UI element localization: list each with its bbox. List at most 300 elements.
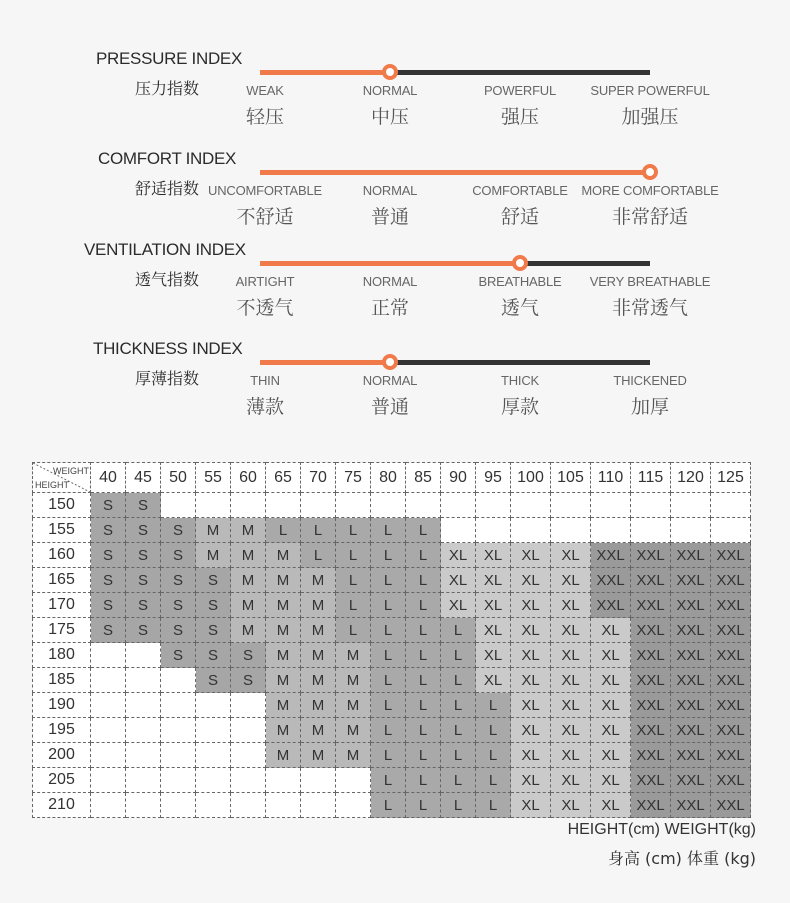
size-cell: XL xyxy=(511,643,551,668)
size-cell: S xyxy=(161,518,196,543)
size-cell: S xyxy=(91,543,126,568)
size-cell xyxy=(671,493,711,518)
level-label-en: MORE COMFORTABLE xyxy=(581,183,719,198)
size-cell: M xyxy=(336,743,371,768)
size-cell: XXL xyxy=(631,593,671,618)
size-cell: XL xyxy=(511,768,551,793)
size-cell: XL xyxy=(591,743,631,768)
table-row xyxy=(33,718,751,743)
size-cell: L xyxy=(266,518,301,543)
table-row xyxy=(33,768,751,793)
level-label-cn: 透气 xyxy=(500,297,539,319)
size-cell: L xyxy=(441,718,476,743)
level-label-cn: 普通 xyxy=(370,206,409,228)
size-cell: S xyxy=(231,668,266,693)
level-label-en: POWERFUL xyxy=(483,83,557,98)
size-cell: M xyxy=(301,718,336,743)
size-cell: S xyxy=(91,493,126,518)
size-cell: M xyxy=(301,618,336,643)
size-cell: XXL xyxy=(591,593,631,618)
size-cell: L xyxy=(301,543,336,568)
size-cell xyxy=(126,768,161,793)
size-cell: L xyxy=(336,593,371,618)
size-cell: XL xyxy=(511,743,551,768)
size-cell: S xyxy=(231,643,266,668)
size-cell: L xyxy=(476,768,511,793)
level-label-en: SUPER POWERFUL xyxy=(590,83,710,98)
size-cell xyxy=(126,793,161,818)
table-row xyxy=(33,643,751,668)
size-cell xyxy=(196,693,231,718)
level-label-cn: 非常透气 xyxy=(611,297,688,319)
table-row xyxy=(33,743,751,768)
index-level-marker xyxy=(382,354,398,370)
level-label-en: BREATHABLE xyxy=(478,274,562,289)
index-level-label xyxy=(580,83,720,129)
table-row xyxy=(33,668,751,693)
index-title-cn: 透气指数 xyxy=(135,270,200,289)
table-row xyxy=(33,593,751,618)
table-row xyxy=(33,793,751,818)
height-cell: 200 xyxy=(33,743,91,768)
index-bar-track xyxy=(520,261,650,266)
size-cell: XL xyxy=(591,718,631,743)
size-cell xyxy=(551,518,591,543)
size-cell xyxy=(91,793,126,818)
size-cell: XXL xyxy=(711,618,751,643)
table-row xyxy=(33,493,751,518)
size-cell: XXL xyxy=(711,768,751,793)
size-cell: XXL xyxy=(631,618,671,643)
size-cell: L xyxy=(406,743,441,768)
size-cell: L xyxy=(476,718,511,743)
size-cell: M xyxy=(301,693,336,718)
size-cell: XL xyxy=(591,768,631,793)
size-cell xyxy=(631,518,671,543)
size-cell: M xyxy=(266,743,301,768)
size-cell: XXL xyxy=(591,568,631,593)
weight-header-cell: 40 xyxy=(91,463,126,493)
size-cell xyxy=(336,793,371,818)
size-cell xyxy=(711,493,751,518)
weight-header-cell: 90 xyxy=(441,463,476,493)
index-level-label xyxy=(195,373,335,419)
size-cell xyxy=(631,493,671,518)
index-bar-filled xyxy=(260,261,520,266)
size-cell: M xyxy=(266,568,301,593)
index-level-label xyxy=(450,83,590,129)
height-cell: 175 xyxy=(33,618,91,643)
size-cell: XL xyxy=(476,593,511,618)
size-cell: XXL xyxy=(631,793,671,818)
size-cell xyxy=(441,518,476,543)
weight-header-cell: 85 xyxy=(406,463,441,493)
index-level-label xyxy=(195,183,335,229)
size-cell: L xyxy=(371,518,406,543)
size-cell: XXL xyxy=(631,693,671,718)
size-cell xyxy=(231,693,266,718)
size-cell: L xyxy=(301,518,336,543)
size-cell xyxy=(231,718,266,743)
size-cell: S xyxy=(126,593,161,618)
table-row xyxy=(33,543,751,568)
size-cell: XXL xyxy=(671,693,711,718)
weight-header-row xyxy=(33,463,751,493)
size-cell: S xyxy=(196,568,231,593)
index-block xyxy=(0,236,790,326)
size-cell: XXL xyxy=(671,718,711,743)
size-cell xyxy=(91,718,126,743)
size-cell: XXL xyxy=(711,593,751,618)
size-cell xyxy=(196,493,231,518)
size-cell: M xyxy=(266,593,301,618)
size-cell xyxy=(551,493,591,518)
size-cell xyxy=(266,493,301,518)
size-cell: L xyxy=(336,568,371,593)
size-cell: XXL xyxy=(631,718,671,743)
size-cell: XXL xyxy=(711,543,751,568)
index-level-label xyxy=(320,373,460,419)
size-cell: L xyxy=(406,593,441,618)
size-cell: XL xyxy=(476,543,511,568)
size-cell: XL xyxy=(591,693,631,718)
size-cell: L xyxy=(406,693,441,718)
size-cell xyxy=(591,493,631,518)
size-cell: XXL xyxy=(711,643,751,668)
size-cell: XXL xyxy=(671,543,711,568)
size-cell: M xyxy=(266,618,301,643)
size-cell: M xyxy=(231,593,266,618)
size-cell xyxy=(301,493,336,518)
level-label-en: NORMAL xyxy=(362,274,418,289)
height-cell: 160 xyxy=(33,543,91,568)
level-label-cn: 舒适 xyxy=(500,206,539,228)
size-cell xyxy=(266,793,301,818)
size-cell: M xyxy=(301,643,336,668)
size-cell: L xyxy=(371,693,406,718)
size-cell: XXL xyxy=(711,718,751,743)
size-cell: XL xyxy=(551,768,591,793)
corner-height-label: HEIGHT xyxy=(35,480,70,490)
size-cell: L xyxy=(371,618,406,643)
index-bar-filled xyxy=(260,360,390,365)
size-cell: XL xyxy=(511,668,551,693)
size-cell: M xyxy=(336,718,371,743)
height-cell: 150 xyxy=(33,493,91,518)
index-level-marker xyxy=(382,64,398,80)
level-label-cn: 不舒适 xyxy=(236,206,294,228)
size-cell: XL xyxy=(551,568,591,593)
index-bar-track xyxy=(390,360,650,365)
size-cell xyxy=(301,793,336,818)
size-cell: L xyxy=(441,693,476,718)
height-cell: 210 xyxy=(33,793,91,818)
weight-header-cell: 45 xyxy=(126,463,161,493)
index-level-label xyxy=(195,83,335,129)
size-cell: S xyxy=(161,543,196,568)
level-label-en: NORMAL xyxy=(362,183,418,198)
level-label-cn: 普通 xyxy=(370,396,409,418)
size-cell: M xyxy=(336,693,371,718)
size-cell: L xyxy=(406,568,441,593)
size-cell: XL xyxy=(441,543,476,568)
weight-header-cell: 120 xyxy=(671,463,711,493)
index-title-en: THICKNESS INDEX xyxy=(93,339,243,358)
size-cell: L xyxy=(406,518,441,543)
weight-header-cell: 125 xyxy=(711,463,751,493)
size-cell: XXL xyxy=(671,568,711,593)
size-cell: XL xyxy=(551,793,591,818)
index-level-label xyxy=(320,274,460,320)
size-cell xyxy=(231,743,266,768)
size-cell: M xyxy=(231,518,266,543)
size-cell: XL xyxy=(511,718,551,743)
level-label-en: THIN xyxy=(250,373,280,388)
size-cell: L xyxy=(371,743,406,768)
level-label-cn: 非常舒适 xyxy=(611,206,688,228)
index-level-marker xyxy=(642,164,658,180)
size-cell: S xyxy=(161,643,196,668)
size-cell: M xyxy=(266,668,301,693)
index-block xyxy=(0,145,790,235)
index-level-marker xyxy=(512,255,528,271)
size-cell: S xyxy=(161,618,196,643)
level-label-cn: 厚款 xyxy=(500,396,539,418)
size-cell: L xyxy=(336,618,371,643)
size-cell xyxy=(126,718,161,743)
size-cell: M xyxy=(266,643,301,668)
index-block xyxy=(0,335,790,425)
size-cell: L xyxy=(371,568,406,593)
level-label-en: VERY BREATHABLE xyxy=(589,274,711,289)
size-cell xyxy=(231,793,266,818)
size-cell xyxy=(126,743,161,768)
size-cell: L xyxy=(441,668,476,693)
size-cell: XXL xyxy=(671,593,711,618)
height-cell: 165 xyxy=(33,568,91,593)
size-cell: L xyxy=(406,718,441,743)
size-cell: XXL xyxy=(671,668,711,693)
height-cell: 170 xyxy=(33,593,91,618)
size-cell: M xyxy=(266,543,301,568)
index-level-label xyxy=(450,183,590,229)
size-cell: L xyxy=(476,693,511,718)
size-cell: S xyxy=(196,643,231,668)
size-cell: S xyxy=(161,593,196,618)
size-cell: L xyxy=(441,618,476,643)
weight-header-cell: 55 xyxy=(196,463,231,493)
size-cell: L xyxy=(476,743,511,768)
size-cell: XL xyxy=(511,543,551,568)
size-cell xyxy=(126,693,161,718)
size-cell xyxy=(196,718,231,743)
size-cell: XL xyxy=(476,618,511,643)
size-cell: L xyxy=(406,668,441,693)
size-cell: XL xyxy=(511,618,551,643)
size-cell: XL xyxy=(551,668,591,693)
size-cell: L xyxy=(441,743,476,768)
weight-header-cell: 105 xyxy=(551,463,591,493)
size-cell xyxy=(91,743,126,768)
size-cell: S xyxy=(196,668,231,693)
index-title-cn: 压力指数 xyxy=(135,79,200,98)
level-label-cn: 加强压 xyxy=(621,106,679,128)
weight-header-cell: 115 xyxy=(631,463,671,493)
index-bar-track xyxy=(390,70,650,75)
size-cell xyxy=(161,693,196,718)
size-cell xyxy=(406,493,441,518)
index-title-en: COMFORT INDEX xyxy=(98,149,237,168)
size-cell: XXL xyxy=(631,643,671,668)
size-cell: S xyxy=(196,618,231,643)
index-bar-filled xyxy=(260,170,650,175)
size-cell: L xyxy=(371,793,406,818)
size-cell: L xyxy=(441,768,476,793)
size-cell: M xyxy=(231,618,266,643)
size-cell xyxy=(336,493,371,518)
size-cell: L xyxy=(441,643,476,668)
level-label-en: THICKENED xyxy=(613,373,687,388)
size-cell xyxy=(196,768,231,793)
table-caption-en: HEIGHT(cm) WEIGHT(kg) xyxy=(567,821,756,838)
size-cell xyxy=(126,643,161,668)
weight-header-cell: 70 xyxy=(301,463,336,493)
size-cell: XL xyxy=(441,593,476,618)
size-cell xyxy=(511,493,551,518)
size-cell: XXL xyxy=(671,793,711,818)
size-cell: M xyxy=(231,543,266,568)
size-cell: L xyxy=(406,643,441,668)
size-cell: XXL xyxy=(631,568,671,593)
size-cell: L xyxy=(371,593,406,618)
weight-header-cell: 75 xyxy=(336,463,371,493)
size-cell xyxy=(161,668,196,693)
table-corner xyxy=(33,463,91,493)
size-cell: XXL xyxy=(591,543,631,568)
size-cell: M xyxy=(196,518,231,543)
size-cell: M xyxy=(301,593,336,618)
corner-weight-label: WEIGHT xyxy=(53,466,89,476)
size-cell xyxy=(91,768,126,793)
size-table-body xyxy=(33,493,751,818)
size-cell: S xyxy=(91,568,126,593)
index-title-en: PRESSURE INDEX xyxy=(96,49,243,68)
size-cell: XL xyxy=(551,743,591,768)
index-level-label xyxy=(320,83,460,129)
size-cell xyxy=(161,793,196,818)
size-cell xyxy=(231,768,266,793)
table-row xyxy=(33,693,751,718)
table-row xyxy=(33,568,751,593)
size-cell: XL xyxy=(551,593,591,618)
level-label-cn: 强压 xyxy=(500,106,539,128)
size-cell xyxy=(196,793,231,818)
size-cell xyxy=(161,718,196,743)
size-cell: L xyxy=(371,643,406,668)
size-cell: XL xyxy=(591,618,631,643)
size-cell xyxy=(91,668,126,693)
size-cell: S xyxy=(196,593,231,618)
size-cell: S xyxy=(91,518,126,543)
size-cell: L xyxy=(336,518,371,543)
table-row xyxy=(33,518,751,543)
size-cell: S xyxy=(126,518,161,543)
index-level-label xyxy=(320,183,460,229)
size-cell xyxy=(161,493,196,518)
size-cell: S xyxy=(126,543,161,568)
size-cell: M xyxy=(196,543,231,568)
size-cell xyxy=(266,768,301,793)
index-level-label xyxy=(450,274,590,320)
size-cell: M xyxy=(231,568,266,593)
size-cell: XXL xyxy=(711,793,751,818)
table-row xyxy=(33,618,751,643)
size-cell xyxy=(301,768,336,793)
index-level-label xyxy=(195,274,335,320)
size-cell: L xyxy=(406,793,441,818)
index-bar-filled xyxy=(260,70,390,75)
size-cell: L xyxy=(441,793,476,818)
size-cell: M xyxy=(336,643,371,668)
index-block xyxy=(0,45,790,135)
size-cell: S xyxy=(126,493,161,518)
height-cell: 205 xyxy=(33,768,91,793)
index-title-cn: 舒适指数 xyxy=(135,179,200,198)
size-cell xyxy=(91,693,126,718)
height-cell: 190 xyxy=(33,693,91,718)
size-cell xyxy=(371,493,406,518)
height-cell: 195 xyxy=(33,718,91,743)
index-title-cn: 厚薄指数 xyxy=(135,369,200,388)
height-cell: 180 xyxy=(33,643,91,668)
level-label-en: COMFORTABLE xyxy=(472,183,568,198)
size-cell: XL xyxy=(551,618,591,643)
size-cell: L xyxy=(406,618,441,643)
level-label-en: THICK xyxy=(500,373,539,388)
size-cell xyxy=(231,493,266,518)
size-cell: XXL xyxy=(631,668,671,693)
size-chart-table xyxy=(32,462,751,818)
size-cell: XXL xyxy=(631,543,671,568)
size-cell: XL xyxy=(511,593,551,618)
level-label-en: NORMAL xyxy=(362,373,418,388)
size-cell: XL xyxy=(441,568,476,593)
size-cell: XXL xyxy=(631,743,671,768)
index-level-label xyxy=(580,373,720,419)
weight-header-cell: 80 xyxy=(371,463,406,493)
size-cell: L xyxy=(406,543,441,568)
size-cell: XXL xyxy=(671,743,711,768)
size-cell: XXL xyxy=(711,743,751,768)
size-cell xyxy=(126,668,161,693)
weight-header-cell: 60 xyxy=(231,463,266,493)
size-cell: L xyxy=(371,718,406,743)
index-title-en: VENTILATION INDEX xyxy=(84,240,246,259)
size-cell: XL xyxy=(591,793,631,818)
level-label-en: AIRTIGHT xyxy=(235,274,295,289)
size-cell: XXL xyxy=(671,768,711,793)
size-cell: XL xyxy=(476,668,511,693)
size-cell xyxy=(671,518,711,543)
size-cell xyxy=(476,493,511,518)
size-cell: XL xyxy=(511,793,551,818)
weight-header-cell: 110 xyxy=(591,463,631,493)
size-cell: XL xyxy=(476,568,511,593)
size-cell: XL xyxy=(476,643,511,668)
size-cell: M xyxy=(301,668,336,693)
weight-header-cell: 50 xyxy=(161,463,196,493)
level-label-cn: 轻压 xyxy=(245,106,284,128)
